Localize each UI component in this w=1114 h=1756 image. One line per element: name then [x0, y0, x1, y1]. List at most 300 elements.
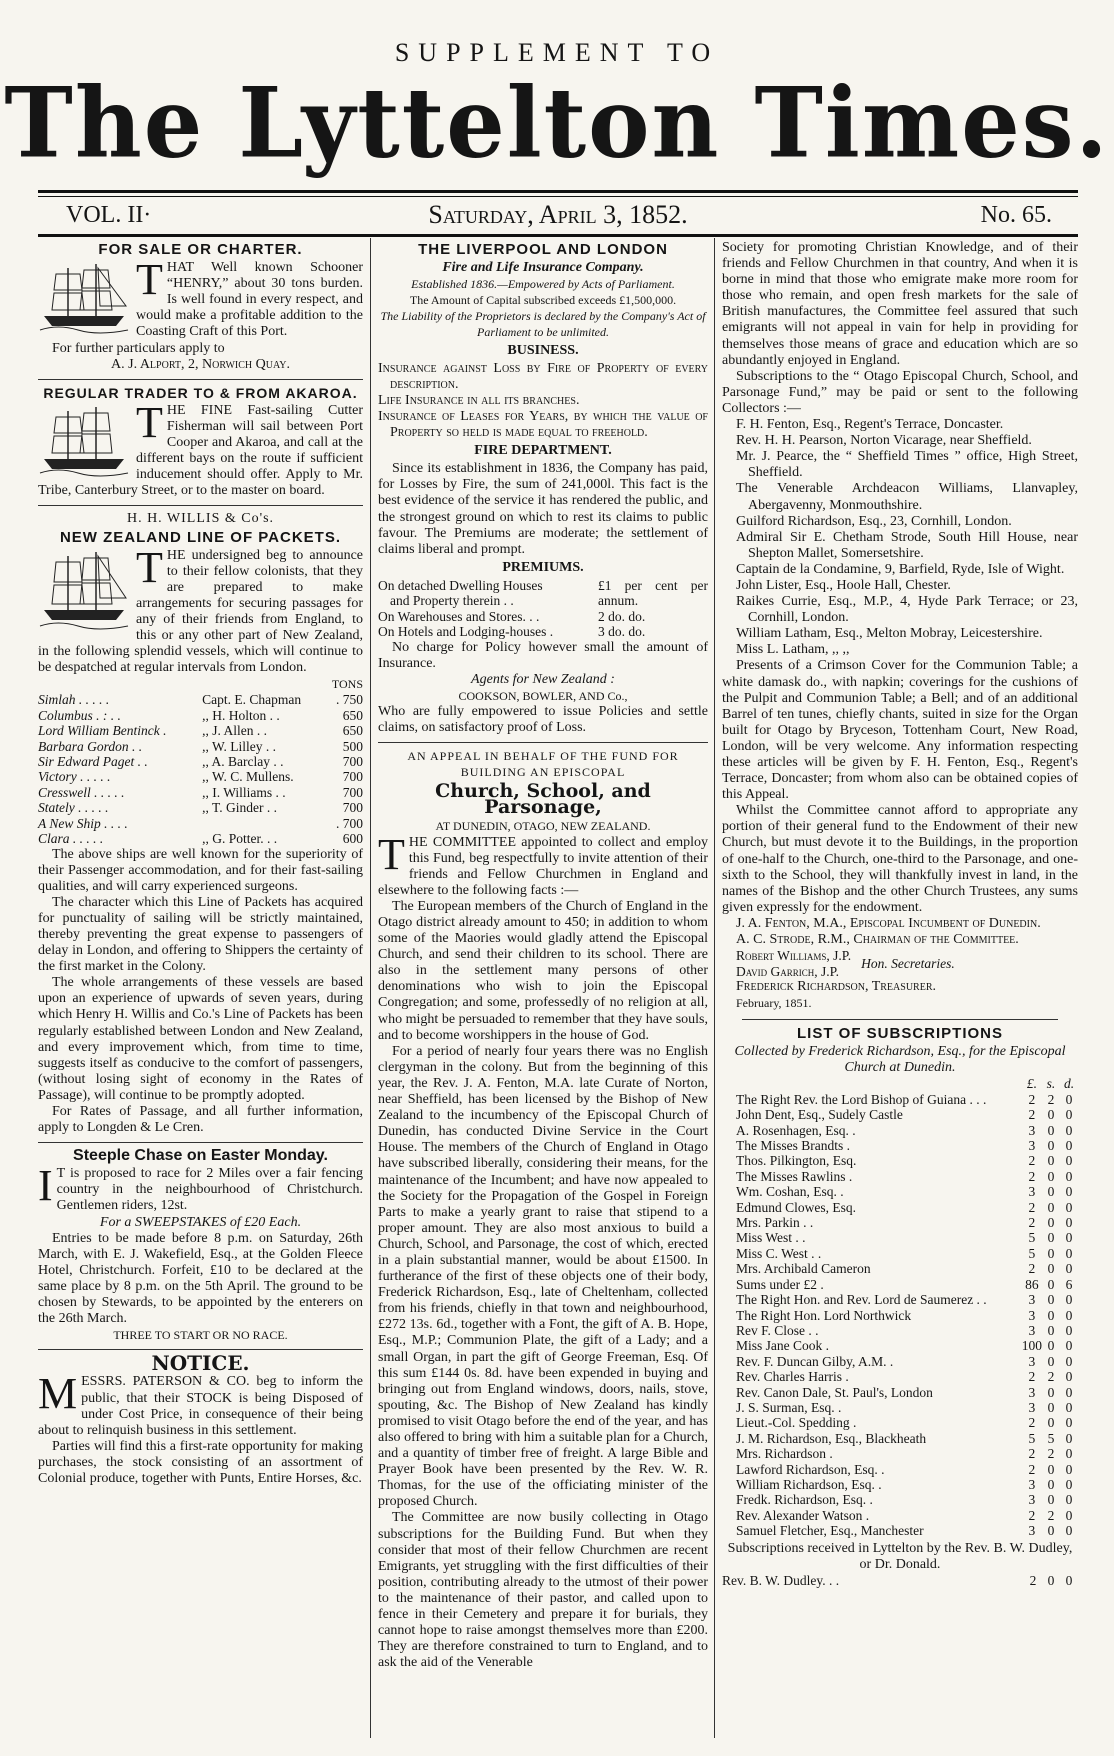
sub-name: Thos. Pilkington, Esq. [736, 1153, 857, 1169]
sub-pounds: 3 [1028, 1384, 1036, 1400]
vessel-row [38, 800, 363, 815]
vessel-name: A New Ship . . . . [38, 815, 128, 831]
signature: David Garrich, J.P. [736, 963, 839, 979]
premium-rate: 3 do. do. [598, 624, 646, 640]
ad-subheading: NEW ZEALAND LINE OF PACKETS. [59, 528, 342, 546]
column-2 [378, 240, 708, 1671]
appeal-heading: AN APPEAL IN BEHALF OF THE FUND FOR [407, 749, 679, 764]
sub-pounds: 2 [1028, 1261, 1036, 1277]
subscription-row [722, 1446, 1078, 1461]
divider [38, 379, 363, 380]
sub-name: Mrs. Archibald Cameron [736, 1261, 871, 1277]
collector-entry: Admiral Sir E. Chetham Strode, South Hill House, near Shepton Mallet, Somersetshire. [736, 529, 1078, 561]
vessel-tons: 700 [342, 784, 363, 800]
sub-pounds: 2 [1028, 1215, 1036, 1231]
ad-heading: THE LIVERPOOL AND LONDON [418, 241, 668, 258]
premium-label: On Warehouses and Stores. . . [378, 608, 540, 624]
ad-heading: FOR SALE OR CHARTER. [98, 241, 303, 258]
sub-pence: 0 [1065, 1322, 1073, 1338]
ad-text: For further particulars apply to [52, 340, 225, 356]
ad-text: T is proposed to race for 2 Miles over a fair fencing country in the neighbourhood of Christchurch. Gentlemen riders, 12st. [56, 1166, 363, 1214]
ad-heading: H. H. WILLIS & Co's. [126, 511, 275, 527]
appeal-text: Whilst the Committee cannot afford to appropriate any portion of their general fund to the Endowment of their new Church, but must devote it to the Buildings, in the proportion of one-half to the Church, one-third to the Parsonage, and one-sixth to the School, they will thankfully invest in land, in the names of the Bishop and the other Church Trustees, any sums given expressly for the endowment. [722, 803, 1078, 915]
subscription-row [722, 1415, 1078, 1430]
subscription-row [722, 1092, 1078, 1107]
vessel-master: ,, T. Ginder . . [202, 800, 277, 816]
vessel-master: ,, A. Barclay . . [202, 754, 284, 770]
sub-shillings: 0 [1047, 1276, 1055, 1292]
sub-shillings: 2 [1047, 1091, 1055, 1107]
collector-entry: Mr. J. Pearce, the “ Sheffield Times ” office, High Street, Sheffield. [736, 449, 1078, 481]
vessel-name: Simlah . . . . . [38, 692, 110, 708]
drop-cap: T [136, 542, 163, 592]
ad-text: HE undersigned beg to announce to their fellow colonists, that they are prepared to make arrangements for securing passages for any of their friends from England, to this or any other part of New Zealand, in the following splendid vessels, which will continue to be despatched at regular intervals from London. [38, 547, 363, 676]
subscription-row [722, 1215, 1078, 1230]
ship-icon [38, 548, 130, 632]
sub-shillings: 2 [1047, 1369, 1055, 1385]
vessel-table [38, 692, 363, 846]
sub-name: Edmund Clowes, Esq. [736, 1199, 856, 1215]
collector-entry: The Venerable Archdeacon Williams, Llanvapley, Abergavenny, Monmouthshire. [736, 481, 1078, 513]
list-subheading: Collected by Frederick Richardson, Esq., for the Episcopal Church at Dunedin. [734, 1044, 1066, 1076]
collector-entry: Guilford Richardson, Esq., 23, Cornhill, London. [736, 513, 1012, 529]
sub-name: Rev F. Close . . [736, 1322, 819, 1338]
collector-entry: Raikes Currie, Esq., M.P., 4, Hyde Park Terrace; or 23, Cornhill, London. [736, 594, 1078, 626]
sub-shillings: 0 [1047, 1153, 1055, 1169]
sub-pence: 6 [1065, 1276, 1073, 1292]
divider [38, 505, 363, 506]
agents-name: COOKSON, BOWLER, AND Co., [458, 688, 628, 703]
sub-pence: 0 [1065, 1091, 1073, 1107]
section-heading: PREMIUMS. [502, 559, 584, 575]
drop-cap: T [136, 255, 163, 305]
issue-date: Saturday, April 3, 1852. [428, 200, 688, 229]
vessel-tons: 700 [342, 754, 363, 770]
sub-pence: 0 [1065, 1107, 1073, 1123]
sub-pence: 0 [1065, 1415, 1073, 1431]
divider [38, 196, 1078, 197]
collectors-list [722, 417, 1078, 658]
sub-pence: 0 [1065, 1168, 1073, 1184]
vessel-tons: 600 [342, 831, 363, 847]
sub-pounds: 2 [1028, 1507, 1036, 1523]
sub-shillings: 0 [1047, 1138, 1055, 1154]
divider [38, 1142, 363, 1143]
sub-shillings: 5 [1047, 1430, 1055, 1446]
sub-shillings: 0 [1047, 1245, 1055, 1261]
premium-label: and Property therein . . [390, 593, 514, 609]
sub-shillings: 0 [1047, 1338, 1055, 1354]
ad-text: The above ships are well known for the superiority of their Passenger accommodation, and for their fast-sailing qualities, and will carry experienced surgeons. [38, 846, 363, 894]
vessel-row [38, 769, 363, 784]
ins-established: Established 1836.—Empowered by Acts of Parliament. [411, 277, 675, 292]
sub-pence: 0 [1065, 1523, 1073, 1539]
sub-pounds: 2 [1028, 1107, 1036, 1123]
signature: A. C. Strode, R.M., Chairman of the Committee. [736, 932, 1019, 948]
collector-entry: John Lister, Esq., Hoole Hall, Chester. [736, 577, 951, 593]
sub-pence: 0 [1065, 1138, 1073, 1154]
appeal-text: Society for promoting Christian Knowledge, and of their friends and Fellow Churchmen in that country, And when it is borne in mind that those who emigrate make more room for those who remain, and open fresh markets for the sale of British manufactures, the Committee feel assured that such emigrants will not appeal in vain for help in providing for themselves those means of grace and education which are so abundantly enjoyed in England. [722, 240, 1078, 368]
supplement-label: SUPPLEMENT TO [394, 38, 720, 67]
subscription-row [722, 1492, 1078, 1507]
ins-text: No charge for Policy however small the amount of Insurance. [378, 639, 708, 671]
sub-name: A. Rosenhagen, Esq. . [736, 1122, 856, 1138]
vessel-master: ,, W. C. Mullens. [202, 769, 294, 785]
drop-cap: I [38, 1161, 53, 1211]
vessel-name: Stately . . . . . [38, 800, 109, 816]
sub-pence: 0 [1065, 1492, 1073, 1508]
ad-text: ESSRS. PATERSON & CO. beg to inform the public, that their STOCK is being Disposed of under Cost Price, in consequence of their being about to relinquish business in this settlement. [38, 1374, 363, 1438]
vessel-tons: 700 [342, 800, 363, 816]
ins-business: Life Insurance in all its branches. [378, 392, 580, 408]
subscription-row [722, 1508, 1078, 1523]
sub-name: The Right Hon. Lord Northwick [736, 1307, 912, 1323]
sub-pounds: 2 [1028, 1415, 1036, 1431]
premium-label: On Hotels and Lodging-houses . [378, 624, 554, 640]
vessel-master: ,, J. Allen . . [202, 723, 267, 739]
notice-heading: NOTICE. [151, 1351, 250, 1376]
vessel-tons: 700 [342, 769, 363, 785]
sub-shillings: 0 [1047, 1492, 1055, 1508]
appeal-text: Presents of a Crimson Cover for the Communion Table; a white damask do., with napkin; coverings for the cushions of the Pulpit and Communion Table; a Bell; and of an additional Barrel of ten tunes, chiefly chants, suited in size for the Organ built for Otago by Bryceson, Tottenham Court, New Road, London, will be very welcome. Any information respecting these articles will be given by F. H. Fenton, Esq., Regent's Terrace, Doncaster; from whom also can be obtained copies of this Appeal. [722, 658, 1078, 803]
sub-pence: 0 [1065, 1338, 1073, 1354]
currency-header: d. [1063, 1076, 1075, 1092]
ad-signature: A. J. Alport, 2, Norwich Quay. [111, 356, 290, 372]
sub-name: The Misses Rawlins . [736, 1168, 853, 1184]
signature: J. A. Fenton, M.A., Episcopal Incumbent of Dunedin. [736, 915, 1041, 931]
ins-text: Who are fully empowered to issue Policies and settle claims, on satisfactory proof of Loss. [378, 703, 708, 735]
column-rule [714, 238, 715, 1738]
ad-footer: THREE TO START OR NO RACE. [113, 1328, 288, 1343]
sub-name: Mrs. Richardson . [736, 1446, 833, 1462]
secretaries-title: Hon. Secretaries. [861, 955, 955, 971]
sub-shillings: 0 [1047, 1461, 1055, 1477]
sub-pounds: 5 [1028, 1230, 1036, 1246]
subscription-row [722, 1107, 1078, 1122]
ad-heading: Steeple Chase on Easter Monday. [73, 1147, 328, 1165]
sub-name: Sums under £2 . [736, 1276, 824, 1292]
sub-pence: 0 [1065, 1261, 1073, 1277]
premiums-table [378, 578, 708, 640]
ship-icon [38, 403, 130, 477]
newspaper-title: The Lyttelton Times. [4, 66, 1110, 180]
vessel-row [38, 708, 363, 723]
sub-pence: 0 [1065, 1153, 1073, 1169]
subscription-row [722, 1308, 1078, 1323]
subscription-row [722, 1277, 1078, 1292]
divider [742, 1019, 1058, 1020]
vessel-row [38, 816, 363, 831]
sub-shillings: 0 [1047, 1168, 1055, 1184]
vessel-tons: . 700 [336, 815, 363, 831]
ad-heading: REGULAR TRADER TO & FROM AKAROA. [43, 384, 358, 401]
sweepstakes-line: For a SWEEPSTAKES of £20 Each. [99, 1214, 302, 1230]
sub-pounds: 2 [1028, 1446, 1036, 1462]
ad-text: Entries to be made before 8 p.m. on Saturday, 26th March, with E. J. Wakefield, Esq., at the Golden Fleece Hotel, Christchurch. Forfeit, £10 to be declared at the same place by 8 p.m. on the 5th April. The ground to be chosen by Stewards, to be appointed by the enterers on the 26th March. [38, 1230, 363, 1327]
sub-name: Miss West . . [736, 1230, 806, 1246]
vessel-tons: 650 [342, 707, 363, 723]
sub-pence: 0 [1065, 1384, 1073, 1400]
vessel-name: Lord William Bentinck . [38, 723, 167, 739]
sub-shillings: 0 [1047, 1199, 1055, 1215]
sub-pence: 0 [1065, 1230, 1073, 1246]
sub-shillings: 2 [1047, 1446, 1055, 1462]
sub-name: John Dent, Esq., Sudely Castle [736, 1107, 903, 1123]
collector-entry: Miss L. Latham, ,, ,, [736, 642, 850, 658]
divider [38, 234, 1078, 237]
sub-pence: 0 [1065, 1122, 1073, 1138]
sub-shillings: 0 [1047, 1122, 1055, 1138]
vessel-name: Victory . . . . . [38, 769, 111, 785]
collector-entry: F. H. Fenton, Esq., Regent's Terrace, Doncaster. [736, 417, 1004, 433]
sub-pounds: 86 [1025, 1276, 1039, 1292]
sub-pounds: 3 [1028, 1307, 1036, 1323]
appeal-text: HE COMMITTEE appointed to collect and employ this Fund, beg respectfully to invite attention of their friends and Fellow Churchmen in England and elsewhere to the following facts :— [378, 834, 708, 898]
column-rule [370, 238, 371, 1738]
ad-text: The character which this Line of Packets has acquired for punctuality of sailing will be strictly maintained, thereby preventing the great expense to passengers of delay in London, and offering to Shippers the certainty of the first market in the Colony. [38, 894, 363, 975]
sub-name: William Richardson, Esq. . [736, 1476, 882, 1492]
sub-name: J. M. Richardson, Esq., Blackheath [736, 1430, 927, 1446]
vessel-name: Sir Edward Paget . . [38, 754, 148, 770]
sub-name: Rev. Canon Dale, St. Paul's, London [736, 1384, 933, 1400]
vessel-row [38, 692, 363, 707]
sub-shillings: 0 [1047, 1261, 1055, 1277]
signature: Robert Williams, J.P. [736, 948, 852, 964]
sub-shillings: 0 [1047, 1307, 1055, 1323]
sub-pence: 0 [1065, 1476, 1073, 1492]
vessel-name: Barbara Gordon . . [38, 738, 143, 754]
sub-shillings: 2 [1047, 1507, 1055, 1523]
sub-shillings: 0 [1047, 1184, 1055, 1200]
subscription-row [722, 1523, 1078, 1538]
vessel-row [38, 831, 363, 846]
sub-pence: 0 [1065, 1507, 1073, 1523]
sub-name: The Right Rev. the Lord Bishop of Guiana . . . [736, 1091, 987, 1107]
sub-shillings: 0 [1047, 1399, 1055, 1415]
drop-cap: T [136, 397, 163, 447]
sub-pounds: 3 [1028, 1122, 1036, 1138]
ins-business: Insurance against Loss by Fire of Property of every description. [378, 360, 708, 392]
column-1 [38, 240, 363, 1487]
subscription-row [722, 1431, 1078, 1446]
subscription-row [722, 1184, 1078, 1199]
vessel-master: ,, I. Williams . . [202, 784, 286, 800]
sub-shillings: 0 [1047, 1107, 1055, 1123]
list-footer: Subscriptions received in Lyttelton by the Rev. B. W. Dudley, or Dr. Donald. [727, 1540, 1073, 1572]
sub-pence: 0 [1065, 1292, 1073, 1308]
sub-pence: 0 [1065, 1353, 1073, 1369]
sub-shillings: 0 [1047, 1292, 1055, 1308]
vessel-master: Capt. E. Chapman [202, 692, 302, 708]
sub-pence: 0 [1065, 1446, 1073, 1462]
drop-cap: T [378, 829, 405, 879]
sub-pounds: 3 [1028, 1138, 1036, 1154]
subscription-row [722, 1338, 1078, 1353]
vessel-name: Columbus . : . . [38, 707, 121, 723]
sub-name: Fredk. Richardson, Esq. . [736, 1492, 873, 1508]
sub-pounds: 2 [1028, 1369, 1036, 1385]
section-heading: FIRE DEPARTMENT. [474, 443, 612, 459]
premium-label: On detached Dwelling Houses [378, 577, 543, 593]
sub-pounds: 2 [1029, 1572, 1037, 1588]
sub-name: Miss Jane Cook . [736, 1338, 830, 1354]
ad-text: HE FINE Fast-sailing Cutter Fisherman will sail between Port Cooper and Akaroa, and call at the different bays on the route if sufficient inducement should offer. Apply to Mr. Tribe, Canterbury Street, or to the master on board. [38, 402, 363, 499]
sub-name: Wm. Coshan, Esq. . [736, 1184, 844, 1200]
appeal-text: Subscriptions to the “ Otago Episcopal Church, School, and Parsonage Fund,” may be paid or sent to the following Collectors :— [722, 368, 1078, 416]
vessel-tons: 500 [342, 738, 363, 754]
sub-name: Rev. Alexander Watson . [736, 1507, 870, 1523]
vessel-row [38, 754, 363, 769]
sub-pounds: 3 [1028, 1399, 1036, 1415]
sub-pounds: 2 [1028, 1461, 1036, 1477]
sub-shillings: 0 [1047, 1230, 1055, 1246]
divider [378, 742, 708, 743]
sub-shillings: 0 [1047, 1523, 1055, 1539]
sub-pounds: 3 [1028, 1322, 1036, 1338]
column-3 [722, 240, 1078, 1588]
ship-icon [38, 260, 130, 334]
appeal-text: For a period of nearly four years there was no English clergyman in the colony. But from the beginning of this year, the Rev. J. A. Fenton, M.A. late Curate of Norton, near Sheffield, has been licensed by the Bishop of New Zealand to the incumbency of the Episcopal Church of Dunedin, has conducted Divine Service in the Court House. The members of the Church of England in Otago have subscribed liberally, considering their means, for the maintenance of the Incumbent; and have now appealed to the Society for the Propagation of the Gospel in Foreign Parts to make a yearly grant to raise that stipend to a proper amount. They are also most anxious to build a Church, School, and Parsonage, the cost of which, erected in a plain substantial manner, would be about £1500. In furtherance of the first of these objects one of their body, Frederick Richardson, Esq., late of Cheltenham, collected from his friends, chiefly in that town and neighbourhood, £272 13s. 6d., together with a Font, the gift of A. B. Hope, Esq., M.P.; Communion Plate, the gift of a Lady; and a small Organ, in part the gift of George Freeman, Esq. Of this sum £144 0s. 8d. have been expended in buying and bringing out from England windows, doors, nails, stove, spouting, &c. The Bishop of New Zealand has kindly promised to visit Otago before the end of the year, and has also offered to bring with him a suitable plan for a Church, and a quantity of timber free of freight. A large Bible and Prayer Book have been presented by the Rev. W. R. Thomas, for the use of the officiating minister of the proposed Church. [378, 1043, 708, 1510]
subscription-row [722, 1323, 1078, 1338]
subscription-row [722, 1292, 1078, 1307]
vessel-tons: . 750 [336, 692, 363, 708]
ins-fire-text: Since its establishment in 1836, the Company has paid, for Losses by Fire, the sum of 241,000l. This fact is the best evidence of the service it has rendered the public, and the strongest ground on which to rest its claims to public favour. The Premiums are moderate; the settlement of claims liberal and prompt. [378, 461, 708, 557]
subscriptions-table [722, 1076, 1078, 1538]
drop-cap: M [38, 1369, 78, 1419]
sub-shillings: 0 [1047, 1215, 1055, 1231]
ins-liability: The Liability of the Proprietors is declared by the Company's Act of Parliament to be unlimited. [380, 309, 706, 340]
currency-header: s. [1046, 1076, 1056, 1092]
sub-pence: 0 [1065, 1307, 1073, 1323]
subscription-row [722, 1230, 1078, 1245]
sub-shillings: 0 [1047, 1476, 1055, 1492]
appeal-title: Church, School, and Parsonage, [435, 780, 651, 819]
list-heading: LIST OF SUBSCRIPTIONS [796, 1025, 1003, 1043]
vessel-master: ,, W. Lilley . . [202, 738, 276, 754]
ins-capital: The Amount of Capital subscribed exceeds £1,500,000. [409, 293, 677, 308]
vessel-master [202, 816, 328, 831]
sub-pence: 0 [1065, 1572, 1073, 1588]
sub-shillings: 0 [1047, 1322, 1055, 1338]
sub-shillings: 0 [1047, 1572, 1055, 1588]
collector-entry: Rev. H. H. Pearson, Norton Vicarage, near Sheffield. [736, 433, 1032, 449]
sub-pounds: 2 [1028, 1199, 1036, 1215]
vessel-row [38, 739, 363, 754]
sub-name: Mrs. Parkin . . [736, 1215, 814, 1231]
vessel-master: ,, G. Potter. . . [202, 831, 278, 847]
ad-text: HAT Well known Schooner “HENRY,” about 30 tons burden. Is well found in every respect, and would make a profitable addition to the Coasting Craft of this Port. [136, 260, 363, 340]
sub-pounds: 3 [1028, 1353, 1036, 1369]
sub-pounds: 2 [1028, 1168, 1036, 1184]
sub-pounds: 100 [1021, 1338, 1042, 1354]
appeal-heading: BUILDING AN EPISCOPAL [460, 765, 626, 780]
sub-pence: 0 [1065, 1430, 1073, 1446]
sub-pounds: 2 [1028, 1091, 1036, 1107]
sub-name: Lieut.-Col. Spedding . [736, 1415, 857, 1431]
issue-number: No. 65. [980, 202, 1052, 228]
ad-text: The whole arrangements of these vessels are based upon an experience of upwards of seven years, during which Henry H. Willis and Co.'s Line of Packets has been regularly established between London and New Zealand, and every improvement which, from time to time, suggests itself as conducive to the comfort of passengers, (without losing sight of economy in the Rates of Passage), will continue to be promptly adopted. [38, 975, 363, 1103]
sub-name: The Misses Brandts . [736, 1138, 850, 1154]
sub-pence: 0 [1065, 1461, 1073, 1477]
sub-shillings: 0 [1047, 1384, 1055, 1400]
vessel-row [38, 785, 363, 800]
sub-name: J. S. Surman, Esq. . [736, 1399, 842, 1415]
section-heading: BUSINESS. [507, 342, 579, 358]
vessel-row [38, 723, 363, 738]
sub-pounds: 3 [1028, 1184, 1036, 1200]
sub-pounds: 2 [1028, 1153, 1036, 1169]
sub-name: Rev. F. Duncan Gilby, A.M. . [736, 1353, 894, 1369]
subscription-row [722, 1153, 1078, 1168]
subscription-row [722, 1477, 1078, 1492]
sub-name: Rev. B. W. Dudley. . . [722, 1572, 840, 1588]
vessel-tons: 650 [342, 723, 363, 739]
subscription-row [722, 1354, 1078, 1369]
subscription-row [722, 1369, 1078, 1384]
subscription-row [722, 1462, 1078, 1477]
appeal-location: AT DUNEDIN, OTAGO, NEW ZEALAND. [435, 819, 651, 834]
collector-entry: Captain de la Condamine, 9, Barfield, Ryde, Isle of Wight. [736, 561, 1065, 577]
sub-pence: 0 [1065, 1245, 1073, 1261]
sub-pounds: 3 [1028, 1523, 1036, 1539]
ad-text: Parties will find this a first-rate opportunity for making purchases, the stock consisting of an assortment of Colonial produce, together with Punts, Entire Horses, &c. [38, 1438, 363, 1486]
subscription-row [722, 1246, 1078, 1261]
divider [38, 190, 1078, 193]
vessel-name: Cresswell . . . . . [38, 784, 125, 800]
ins-business: Insurance of Leases for Years, by which the value of Property so held is made equal to freehold. [378, 408, 708, 441]
sub-pence: 0 [1065, 1369, 1073, 1385]
ad-text: For Rates of Passage, and all further information, apply to Longden & Le Cren. [38, 1104, 363, 1136]
appeal-text: The Committee are now busily collecting in Otago subscriptions for the Building Fund. But when they consider that most of their fellow Churchmen are recent Emigrants, yet struggling with the first difficulties of their position, contributing already to the utmost of their power to the maintenance of their pastor, and called upon to fence in their Cemetery and prepare it for burials, they cannot hope to raise amongst themselves more than £200. They are therefore constrained to turn to England, and to ask the aid of the Venerable [378, 1510, 708, 1671]
signature: Frederick Richardson, Treasurer. [736, 978, 936, 994]
subscription-row [722, 1169, 1078, 1184]
collector-entry: William Latham, Esq., Melton Mobray, Leicestershire. [736, 626, 1043, 642]
sub-pence: 0 [1065, 1215, 1073, 1231]
subscription-row [722, 1400, 1078, 1415]
subscription-row [722, 1138, 1078, 1153]
sub-shillings: 0 [1047, 1353, 1055, 1369]
sub-pounds: 5 [1028, 1430, 1036, 1446]
secretaries [736, 948, 955, 979]
agents-label: Agents for New Zealand : [471, 671, 615, 687]
sub-name: The Right Hon. and Rev. Lord de Saumerez . . [736, 1292, 987, 1308]
sub-pounds: 3 [1028, 1476, 1036, 1492]
subscription-row [722, 1123, 1078, 1138]
sub-name: Lawford Richardson, Esq. . [736, 1461, 885, 1477]
dateline [40, 200, 1076, 232]
signature-date: February, 1851. [736, 996, 812, 1011]
company-name: Fire and Life Insurance Company. [442, 260, 644, 276]
sub-pence: 0 [1065, 1399, 1073, 1415]
vessel-master: ,, H. Holton . . [202, 707, 280, 723]
vessel-name: Clara . . . . . [38, 831, 104, 847]
appeal-text: The European members of the Church of England in the Otago district already amount to 450; in addition to whom some of the Maories would gladly attend the Episcopal Church, and send their children to its school. There are also in the settlement many persons of other denominations who wish to join the Episcopal Congregation; and some, professedly of no religion at all, who might be persuaded to remember that they have souls, and to become worshippers in the house of God. [378, 898, 708, 1043]
sub-name: Rev. Charles Harris . [736, 1369, 849, 1385]
subscriptions-table [722, 1573, 1078, 1588]
sub-pence: 0 [1065, 1199, 1073, 1215]
tons-label: TONS [331, 677, 363, 692]
subscription-row [722, 1261, 1078, 1276]
premium-rate: £1 per cent per annum. [598, 577, 708, 609]
sub-shillings: 0 [1047, 1415, 1055, 1431]
currency-header: £. [1026, 1076, 1037, 1092]
sub-pence: 0 [1065, 1184, 1073, 1200]
divider [38, 1349, 363, 1350]
premium-rate: 2 do. do. [598, 608, 646, 624]
sub-name: Miss C. West . . [736, 1245, 822, 1261]
sub-name: Samuel Fletcher, Esq., Manchester [736, 1523, 924, 1539]
sub-pounds: 3 [1028, 1292, 1036, 1308]
